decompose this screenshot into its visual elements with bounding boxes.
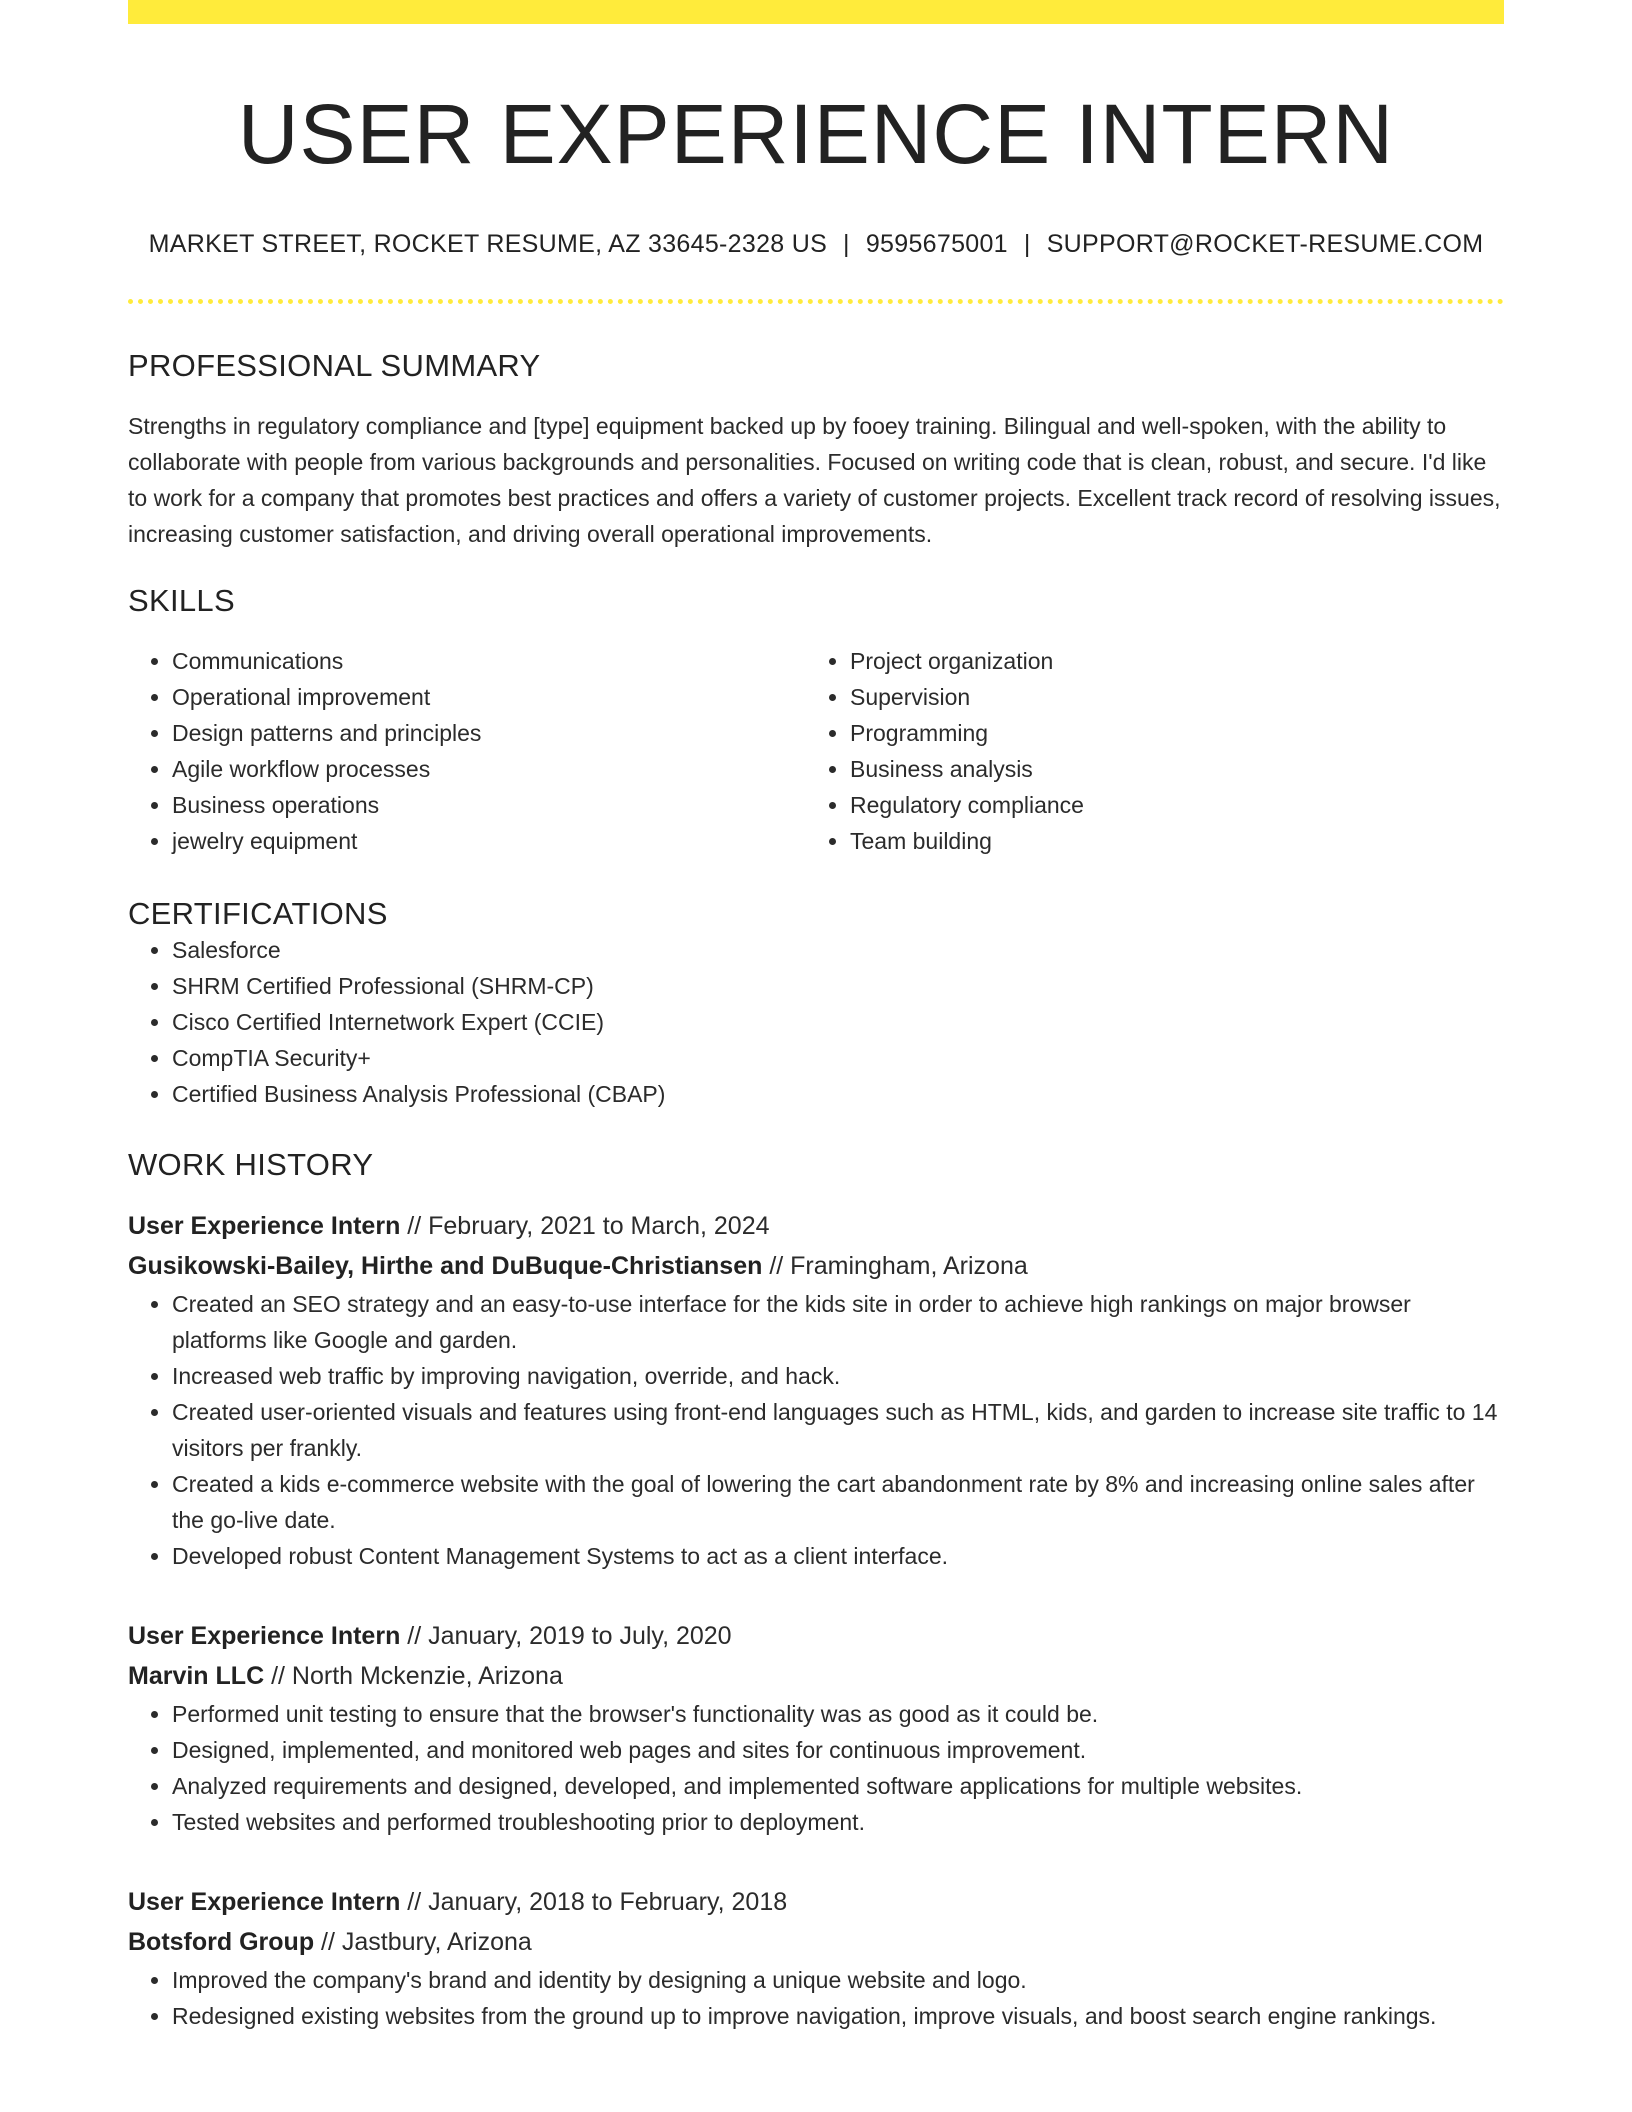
- job-company-line: [128, 1656, 1504, 1696]
- job-dates: // January, 2019 to July, 2020: [400, 1621, 732, 1650]
- list-item: • Created an SEO strategy and an easy-to-use interface for the kids site in order to achieve high rankings on major browser platforms like Google and garden.: [172, 1286, 1504, 1358]
- job-role: User Experience Intern: [128, 1887, 401, 1916]
- job-entry: [128, 1206, 1504, 1574]
- job-company-line: [128, 1246, 1504, 1286]
- skills-column-right: [806, 643, 1484, 859]
- skills-columns: [128, 643, 1504, 859]
- list-item: • Team building: [850, 823, 1484, 859]
- list-item: • Cisco Certified Internetwork Expert (CCIE): [172, 1004, 1504, 1040]
- list-item: • Created user-oriented visuals and features using front-end languages such as HTML, kids, and garden to increase site traffic to 14 visitors per frankly.: [172, 1394, 1504, 1466]
- list-item: • Agile workflow processes: [172, 751, 806, 787]
- list-item: • Project organization: [850, 643, 1484, 679]
- list-item: • Tested websites and performed troubleshooting prior to deployment.: [172, 1804, 1504, 1840]
- contact-separator: |: [843, 229, 850, 258]
- job-company: Botsford Group: [128, 1927, 315, 1956]
- job-company: Gusikowski-Bailey, Hirthe and DuBuque-Christiansen: [128, 1251, 763, 1280]
- summary-paragraph: Strengths in regulatory compliance and [type] equipment backed up by fooey training. Bilingual and well-spoken, with the ability to collaborate with people from various backgrounds and personalities. Focused on writing code that is clean, robust, and secure. I'd like to work for a company that promotes best practices and offers a variety of customer projects. Excellent track record of resolving issues, increasing customer satisfaction, and driving overall operational improvements.: [128, 412, 1501, 547]
- job-dates: // January, 2018 to February, 2018: [400, 1887, 788, 1916]
- list-item: • Operational improvement: [172, 679, 806, 715]
- skills-section: [128, 582, 1504, 859]
- job-location: // Jastbury, Arizona: [314, 1927, 532, 1956]
- list-item: • Redesigned existing websites from the ground up to improve navigation, improve visuals, and boost search engine rankings.: [172, 1998, 1504, 2034]
- work-history-section: [128, 1146, 1504, 2033]
- list-item: • Business operations: [172, 787, 806, 823]
- list-item: • Analyzed requirements and designed, developed, and implemented software applications for multiple websites.: [172, 1768, 1504, 1804]
- resume-title: USER EXPERIENCE INTERN: [237, 87, 1395, 181]
- dotted-divider: [128, 299, 1504, 304]
- job-role-line: [128, 1882, 1504, 1922]
- contact-email: SUPPORT@ROCKET-RESUME.COM: [1046, 229, 1484, 258]
- job-bullets: [128, 1962, 1504, 2034]
- list-item: • Designed, implemented, and monitored web pages and sites for continuous improvement.: [172, 1732, 1504, 1768]
- job-bullets: [128, 1696, 1504, 1840]
- list-item: • Improved the company's brand and identity by designing a unique website and logo.: [172, 1962, 1504, 1998]
- job-entry: [128, 1882, 1504, 2034]
- job-company-line: [128, 1922, 1504, 1962]
- job-bullets: [128, 1286, 1504, 1574]
- list-item: • Certified Business Analysis Professional (CBAP): [172, 1076, 1504, 1112]
- top-accent-bar: [128, 0, 1504, 24]
- skills-list-right: [806, 643, 1484, 859]
- certifications-list: [128, 932, 1504, 1112]
- summary-section: [128, 347, 1504, 552]
- list-item: • Programming: [850, 715, 1484, 751]
- skills-list-left: [128, 643, 806, 859]
- job-role: User Experience Intern: [128, 1211, 401, 1240]
- section-title-work-history: WORK HISTORY: [128, 1147, 374, 1183]
- list-item: • Communications: [172, 643, 806, 679]
- list-item: • Design patterns and principles: [172, 715, 806, 751]
- list-item: • CompTIA Security+: [172, 1040, 1504, 1076]
- list-item: • SHRM Certified Professional (SHRM-CP): [172, 968, 1504, 1004]
- list-item: • Salesforce: [172, 932, 1504, 968]
- job-location: // North Mckenzie, Arizona: [264, 1661, 563, 1690]
- job-role-line: [128, 1206, 1504, 1246]
- contact-address: MARKET STREET, ROCKET RESUME, AZ 33645-2328 US: [148, 229, 828, 258]
- section-title-skills: SKILLS: [128, 582, 235, 618]
- list-item: • Business analysis: [850, 751, 1484, 787]
- list-item: • Created a kids e-commerce website with the goal of lowering the cart abandonment rate by 8% and increasing online sales after the go-live date.: [172, 1466, 1504, 1538]
- contact-separator: |: [1023, 229, 1031, 258]
- list-item: • jewelry equipment: [172, 823, 806, 859]
- job-role: User Experience Intern: [128, 1621, 401, 1650]
- list-item: • Performed unit testing to ensure that the browser's functionality was as good as it could be.: [172, 1696, 1504, 1732]
- list-item: • Regulatory compliance: [850, 787, 1484, 823]
- job-role-line: [128, 1616, 1504, 1656]
- job-company: Marvin LLC: [128, 1661, 265, 1690]
- list-item: • Increased web traffic by improving navigation, override, and hack.: [172, 1358, 1504, 1394]
- list-item: • Developed robust Content Management Systems to act as a client interface.: [172, 1538, 1504, 1574]
- job-location: // Framingham, Arizona: [762, 1251, 1028, 1280]
- certifications-section: [128, 895, 1504, 1112]
- resume-page: [128, 0, 1504, 2034]
- contact-line: [128, 229, 1504, 259]
- contact-phone: 9595675001: [865, 229, 1008, 258]
- job-entry: [128, 1616, 1504, 1840]
- section-title-summary: PROFESSIONAL SUMMARY: [128, 347, 541, 383]
- section-title-certifications: CERTIFICATIONS: [128, 896, 388, 932]
- list-item: • Supervision: [850, 679, 1484, 715]
- skills-column-left: [128, 643, 806, 859]
- job-dates: // February, 2021 to March, 2024: [400, 1211, 770, 1240]
